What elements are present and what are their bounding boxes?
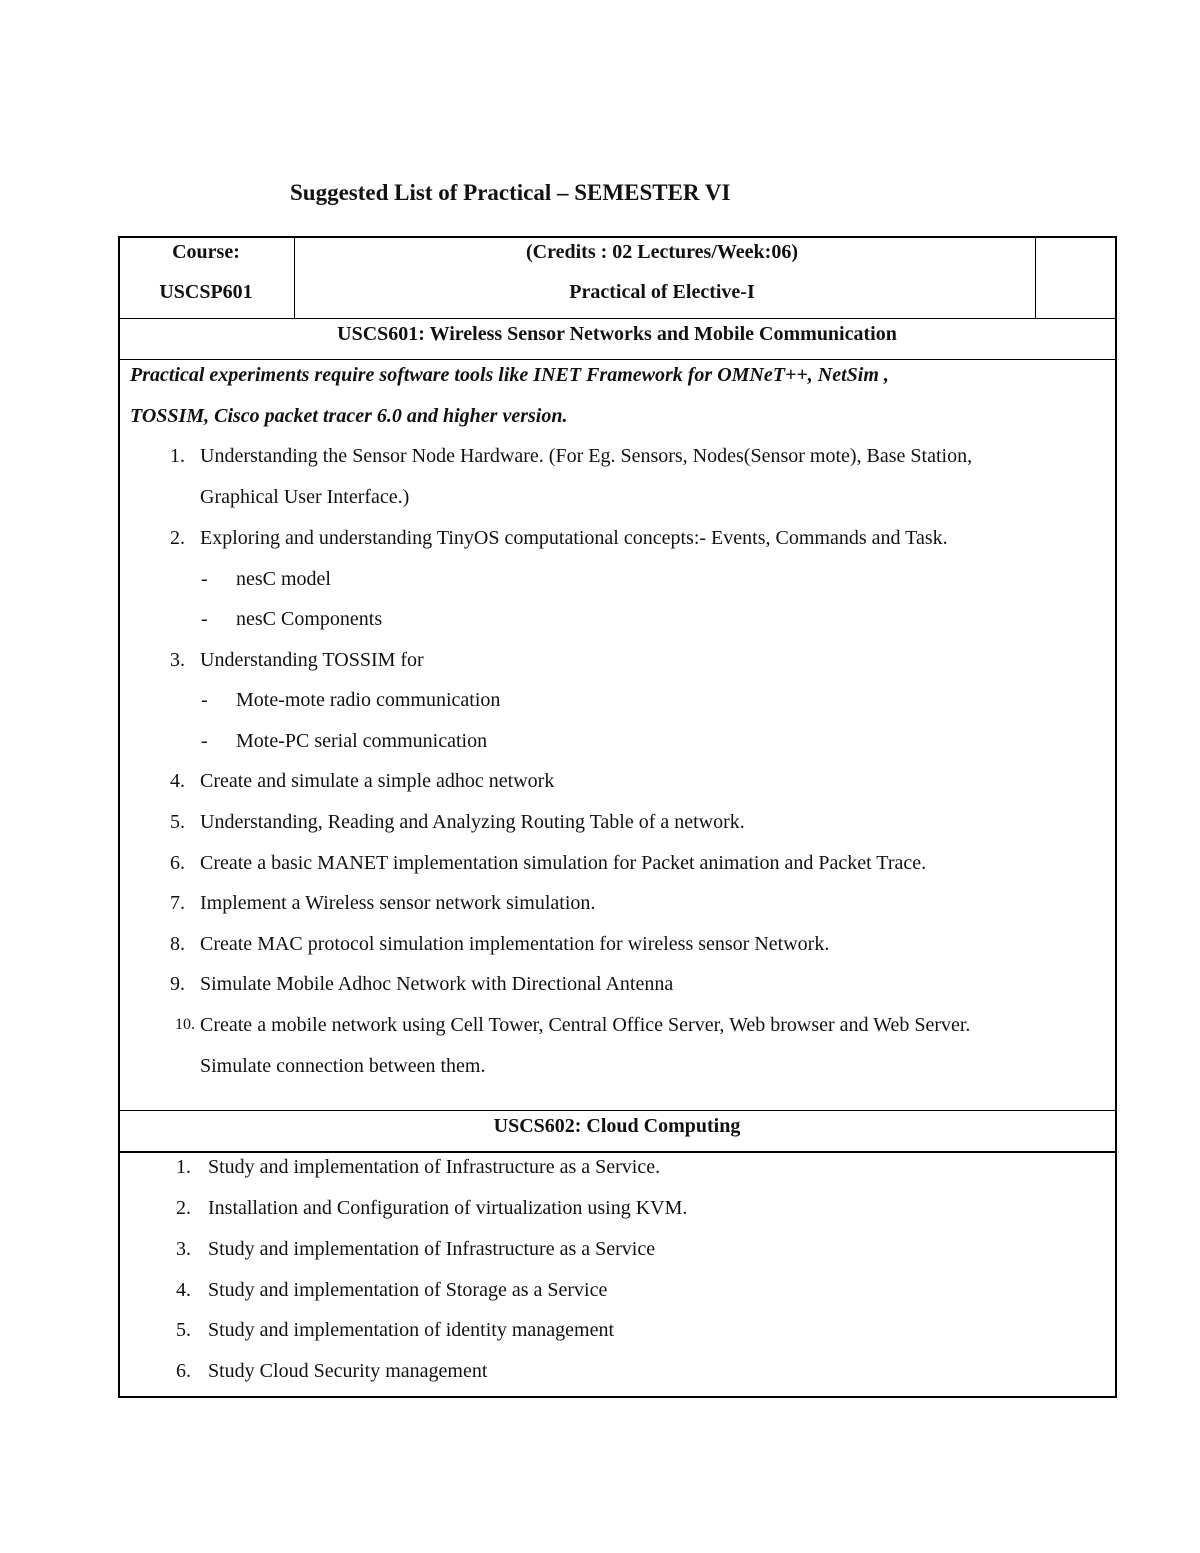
divider: [119, 1151, 1116, 1153]
list-item: Understanding the Sensor Node Hardware. (For Eg. Sensors, Nodes(Sensor mote), Base Station,: [200, 445, 973, 467]
list-item-number: 9.: [170, 973, 185, 995]
list-item-number: 8.: [170, 933, 185, 955]
sub-item: nesC Components: [236, 608, 383, 630]
list-item: Study and implementation of Storage as a Service: [208, 1279, 608, 1301]
sub-item: Mote-PC serial communication: [236, 730, 488, 752]
divider: [1035, 237, 1036, 319]
intro-text: Practical experiments require software tools like INET Framework for OMNeT++, NetSim ,: [130, 364, 889, 386]
section-heading-uscs602: USCS602: Cloud Computing: [493, 1115, 741, 1137]
list-item-number: 6.: [170, 852, 185, 874]
list-item-number: 10.: [175, 1016, 195, 1033]
list-item: Study and implementation of identity management: [208, 1319, 615, 1341]
list-item: Graphical User Interface.): [200, 486, 410, 508]
list-item: Create MAC protocol simulation implementation for wireless sensor Network.: [200, 933, 830, 955]
list-item-number: 5.: [176, 1319, 191, 1341]
list-item-number: 3.: [176, 1238, 191, 1260]
list-item-number: 7.: [170, 892, 185, 914]
divider: [119, 318, 1116, 319]
list-item: Create a mobile network using Cell Tower, Central Office Server, Web browser and Web Server.: [200, 1014, 971, 1036]
list-item: Understanding TOSSIM for: [200, 649, 424, 671]
practical-name: Practical of Elective-I: [569, 281, 755, 303]
sub-item: Mote-mote radio communication: [236, 689, 501, 711]
list-item: Study and implementation of Infrastructure as a Service.: [208, 1156, 661, 1178]
divider: [294, 237, 295, 319]
list-item-number: 2.: [176, 1197, 191, 1219]
list-item: Installation and Configuration of virtualization using KVM.: [208, 1197, 688, 1219]
list-item-number: 4.: [176, 1279, 191, 1301]
course-code: USCSP601: [159, 281, 253, 303]
list-item: Create a basic MANET implementation simulation for Packet animation and Packet Trace.: [200, 852, 927, 874]
section-heading-uscs601: USCS601: Wireless Sensor Networks and Mobile Communication: [337, 323, 897, 345]
sub-item: nesC model: [236, 568, 331, 590]
list-item: Understanding, Reading and Analyzing Routing Table of a network.: [200, 811, 745, 833]
list-item: Study and implementation of Infrastructure as a Service: [208, 1238, 656, 1260]
sub-item-dash: -: [201, 608, 208, 630]
list-item: Simulate Mobile Adhoc Network with Directional Antenna: [200, 973, 674, 995]
sub-item-dash: -: [201, 730, 208, 752]
intro-text: TOSSIM, Cisco packet tracer 6.0 and higher version.: [130, 405, 568, 427]
page-title: Suggested List of Practical – SEMESTER VI: [290, 180, 731, 205]
list-item-number: 1.: [170, 445, 185, 467]
list-item-number: 5.: [170, 811, 185, 833]
divider: [119, 1110, 1116, 1111]
list-item-number: 4.: [170, 770, 185, 792]
sub-item-dash: -: [201, 568, 208, 590]
list-item: Study Cloud Security management: [208, 1360, 488, 1382]
course-label: Course:: [172, 241, 240, 263]
list-item: Create and simulate a simple adhoc network: [200, 770, 555, 792]
list-item: Exploring and understanding TinyOS computational concepts:- Events, Commands and Task.: [200, 527, 948, 549]
credits-text: (Credits : 02 Lectures/Week:06): [526, 241, 798, 263]
list-item: Simulate connection between them.: [200, 1055, 486, 1077]
list-item-number: 3.: [170, 649, 185, 671]
list-item-number: 1.: [176, 1156, 191, 1178]
list-item-number: 6.: [176, 1360, 191, 1382]
sub-item-dash: -: [201, 689, 208, 711]
list-item-number: 2.: [170, 527, 185, 549]
divider: [119, 359, 1116, 360]
list-item: Implement a Wireless sensor network simulation.: [200, 892, 596, 914]
